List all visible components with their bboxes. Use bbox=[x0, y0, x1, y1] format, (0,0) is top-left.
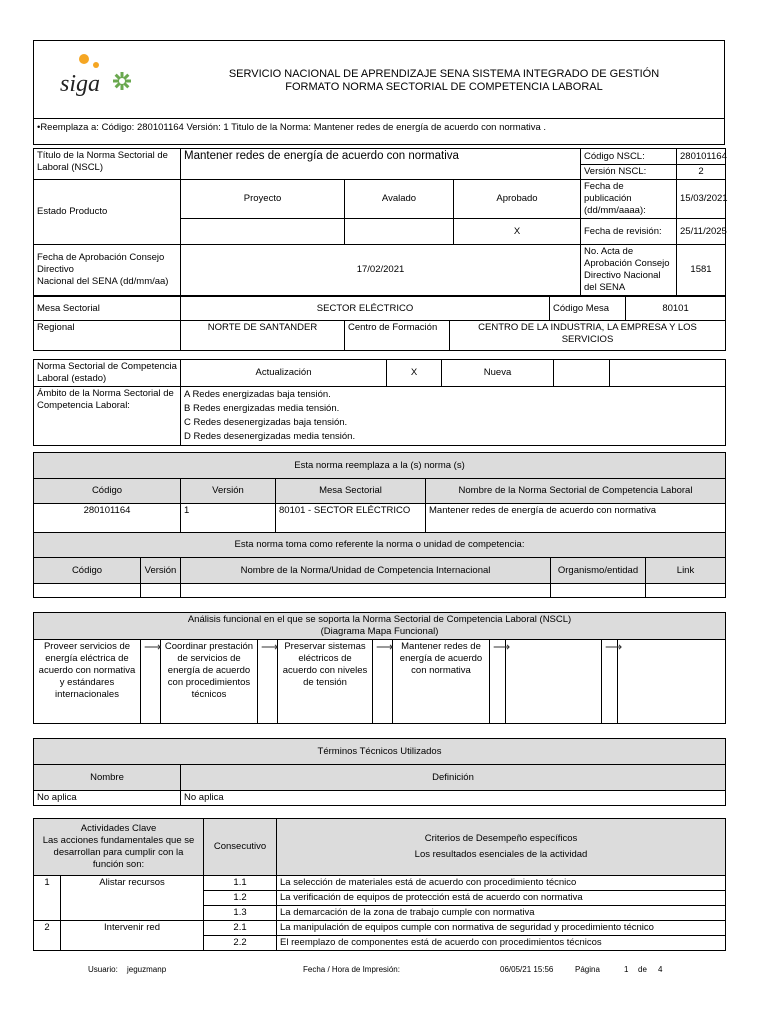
col-version: Versión bbox=[181, 479, 276, 504]
ambito-item: C Redes desenergizadas baja tensión. bbox=[184, 417, 348, 428]
function-box: Proveer servicios de energía eléctrica de acuerdo con normativa y estándares internacionales bbox=[34, 640, 141, 724]
replaces-nombre: Mantener redes de energía de acuerdo con normativa bbox=[426, 504, 726, 533]
centro-value: CENTRO DE LA INDUSTRIA, LA EMPRESA Y LOS SERVICIOS bbox=[450, 321, 726, 351]
arrow-right-icon: ⟶ bbox=[605, 640, 623, 654]
rev-label: Fecha de revisión: bbox=[581, 219, 677, 245]
criteria-consecutivo: 2.1 bbox=[204, 921, 277, 936]
sena-logo bbox=[54, 51, 144, 106]
norm-info-grid bbox=[33, 148, 726, 296]
replaces-mesa: 80101 - SECTOR ELÉCTRICO bbox=[276, 504, 426, 533]
rev-value: 25/11/2025 bbox=[677, 219, 726, 245]
ambito-item: B Redes energizadas media tensión. bbox=[184, 403, 340, 414]
terms-col-nombre: Nombre bbox=[34, 765, 181, 791]
footer-de-label: de bbox=[638, 965, 647, 974]
acta-value: 1581 bbox=[677, 245, 726, 296]
replaces-version: 1 bbox=[181, 504, 276, 533]
table-row bbox=[34, 876, 726, 891]
document-header bbox=[33, 40, 725, 145]
norma-estado-label: Norma Sectorial de Competencia Laboral (estado) bbox=[34, 360, 181, 387]
activities-table bbox=[33, 818, 726, 951]
footer-fecha-label: Fecha / Hora de Impresión: bbox=[303, 965, 400, 974]
ambito-item: D Redes desenergizadas media tensión. bbox=[184, 431, 356, 442]
logo-text: siga bbox=[60, 71, 101, 97]
replaces-table bbox=[33, 452, 726, 558]
criteria-text: La verificación de equipos de protección está de acuerdo con normativa bbox=[277, 891, 726, 906]
activity-name: Intervenir red bbox=[61, 921, 204, 951]
codigo-value: 280101164 bbox=[677, 149, 726, 165]
aprob-label-1: Fecha de Aprobación Consejo Directivo bbox=[37, 252, 165, 275]
aprob-value: 17/02/2021 bbox=[181, 245, 581, 296]
functional-map bbox=[33, 612, 726, 724]
footer-usuario-value: jeguzmanp bbox=[127, 965, 167, 974]
centro-label: Centro de Formación bbox=[345, 321, 450, 351]
function-box: Mantener redes de energía de acuerdo con normativa bbox=[393, 640, 490, 724]
header-title-line1: SERVICIO NACIONAL DE APRENDIZAJE SENA SISTEMA INTEGRADO DE GESTIÓN bbox=[228, 68, 660, 80]
replaces-heading: Esta norma reemplaza a la (s) norma (s) bbox=[34, 453, 726, 479]
estado-table bbox=[33, 359, 726, 446]
arrow-right-icon: ⟶ bbox=[261, 640, 279, 654]
replaces-codigo: 280101164 bbox=[34, 504, 181, 533]
table-row bbox=[34, 921, 726, 936]
col-nombre: Nombre de la Norma Sectorial de Competencia Laboral bbox=[426, 479, 726, 504]
footer-pagina-label: Página bbox=[575, 965, 600, 974]
pub-value: 15/03/2021 bbox=[677, 180, 726, 219]
col-codigo: Código bbox=[34, 479, 181, 504]
activities-heading-2: Las acciones fundamentales que se desarrollan para cumplir con la función son: bbox=[42, 835, 195, 870]
criteria-text: El reemplazo de componentes está de acuerdo con procedimientos técnicos bbox=[277, 936, 726, 951]
terms-heading: Términos Técnicos Utilizados bbox=[34, 739, 726, 765]
footer-fecha-value: 06/05/21 15:56 bbox=[500, 965, 554, 974]
cod-mesa-value: 80101 bbox=[626, 297, 726, 321]
actualizacion-label: Actualización bbox=[181, 360, 387, 387]
terms-table bbox=[33, 738, 726, 806]
cod-mesa-label: Código Mesa bbox=[550, 297, 626, 321]
criteria-consecutivo: 1.1 bbox=[204, 876, 277, 891]
criteria-text: La selección de materiales está de acuerdo con procedimiento técnico bbox=[277, 876, 726, 891]
terms-nombre-value: No aplica bbox=[34, 791, 181, 806]
terms-definicion-value: No aplica bbox=[181, 791, 726, 806]
criteria-text: La demarcación de la zona de trabajo cumple con normativa bbox=[277, 906, 726, 921]
function-box: Coordinar prestación de servicios de energía de acuerdo con procedimientos técnicos bbox=[161, 640, 258, 724]
regional-label: Regional bbox=[34, 321, 181, 351]
regional-value: NORTE DE SANTANDER bbox=[181, 321, 345, 351]
criteria-consecutivo: 1.2 bbox=[204, 891, 277, 906]
header-title-line2: FORMATO NORMA SECTORIAL DE COMPETENCIA LABORAL bbox=[285, 81, 603, 93]
criteria-consecutivo: 1.3 bbox=[204, 906, 277, 921]
arrow-right-icon: ⟶ bbox=[376, 640, 394, 654]
ambito-label: Ámbito de la Norma Sectorial de Competencia Laboral: bbox=[34, 387, 181, 446]
nueva-label: Nueva bbox=[442, 360, 554, 387]
aprobado-mark: X bbox=[454, 219, 581, 245]
criteria-consecutivo: 2.2 bbox=[204, 936, 277, 951]
activities-col-consecutivo: Consecutivo bbox=[204, 819, 277, 876]
ref-col-organismo: Organismo/entidad bbox=[551, 558, 646, 584]
criteria-text: La manipulación de equipos cumple con normativa de seguridad y procedimiento técnico bbox=[277, 921, 726, 936]
criteria-heading-2: Los resultados esenciales de la actividad bbox=[414, 849, 588, 860]
activity-name: Alistar recursos bbox=[61, 876, 204, 921]
acta-label: No. Acta de Aprobación Consejo Directivo Nacional del SENA bbox=[581, 245, 677, 296]
codigo-label: Código NSCL: bbox=[581, 149, 677, 165]
footer-pagina-value: 1 bbox=[624, 965, 629, 974]
estado-avalado: Avalado bbox=[345, 180, 454, 219]
actualizacion-mark: X bbox=[387, 360, 442, 387]
ref-col-link: Link bbox=[646, 558, 726, 584]
activity-number: 2 bbox=[34, 921, 61, 951]
mesa-value: SECTOR ELÉCTRICO bbox=[181, 297, 550, 321]
estado-label: Estado Producto bbox=[34, 180, 181, 245]
mesa-label: Mesa Sectorial bbox=[34, 297, 181, 321]
ambito-item: A Redes energizadas baja tensión. bbox=[184, 389, 331, 400]
function-box: Preservar sistemas eléctricos de acuerdo con niveles de tensión bbox=[278, 640, 373, 724]
replaces-note: •Reemplaza a: Código: 280101164 Versión: 1 Titulo de la Norma: Mantener redes de energía de acuerdo con normativa . bbox=[37, 122, 547, 133]
activities-heading-1: Actividades Clave bbox=[80, 823, 157, 834]
estado-proyecto: Proyecto bbox=[181, 180, 345, 219]
ref-col-codigo: Código bbox=[34, 558, 141, 584]
version-value: 2 bbox=[677, 165, 726, 180]
arrow-right-icon: ⟶ bbox=[144, 640, 162, 654]
estado-aprobado: Aprobado bbox=[454, 180, 581, 219]
pub-label: Fecha de publicación (dd/mm/aaaa): bbox=[581, 180, 677, 219]
col-mesa: Mesa Sectorial bbox=[276, 479, 426, 504]
functional-heading-2: (Diagrama Mapa Funcional) bbox=[320, 626, 439, 637]
version-label: Versión NSCL: bbox=[581, 165, 677, 180]
mesa-table bbox=[33, 296, 726, 351]
ref-col-nombre: Nombre de la Norma/Unidad de Competencia Internacional bbox=[181, 558, 551, 584]
title-value: Mantener redes de energía de acuerdo con normativa bbox=[181, 149, 581, 180]
terms-col-definicion: Definición bbox=[181, 765, 726, 791]
ref-col-version: Versión bbox=[141, 558, 181, 584]
aprob-label-2: Nacional del SENA (dd/mm/aa) bbox=[37, 276, 169, 287]
title-label: Título de la Norma Sectorial de Laboral (NSCL) bbox=[34, 149, 181, 180]
ref-heading: Esta norma toma como referente la norma o unidad de competencia: bbox=[34, 533, 726, 558]
footer-total-value: 4 bbox=[658, 965, 663, 974]
functional-heading-1: Análisis funcional en el que se soporta la Norma Sectorial de Competencia Laboral (NSCL) bbox=[187, 614, 572, 625]
ref-table bbox=[33, 557, 726, 598]
footer-usuario-label: Usuario: bbox=[88, 965, 118, 974]
arrow-right-icon: ⟶ bbox=[493, 640, 511, 654]
criteria-heading-1: Criterios de Desempeño específicos bbox=[424, 833, 578, 844]
activity-number: 1 bbox=[34, 876, 61, 921]
